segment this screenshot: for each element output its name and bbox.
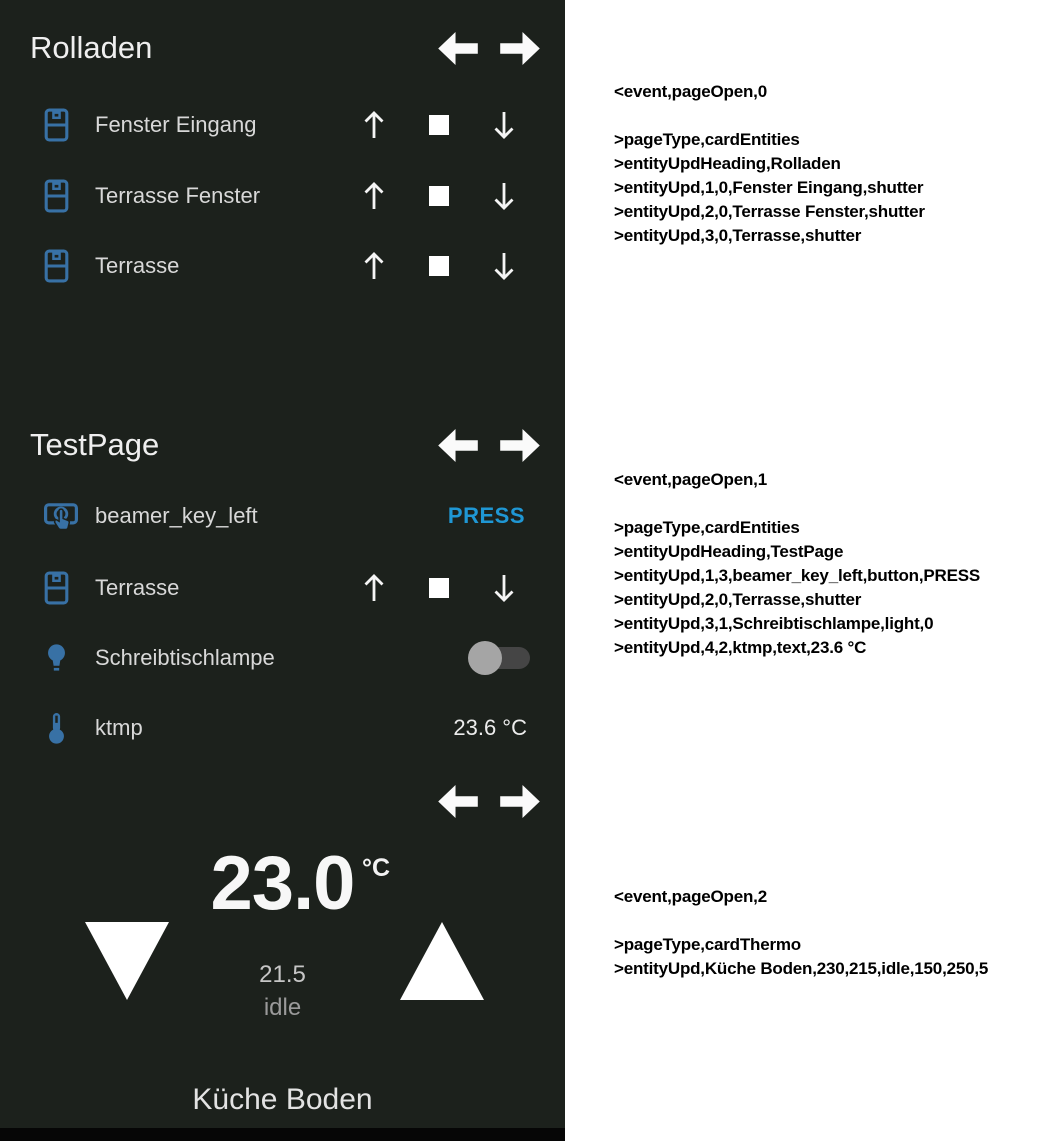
entity-label: Fenster Eingang [95,112,257,137]
lightbulb-icon [44,642,69,674]
page-prev-button[interactable] [438,785,478,818]
page-prev-button[interactable] [438,429,478,462]
page-prev-button[interactable] [438,32,478,65]
shutter-stop-button[interactable] [429,115,449,135]
window-shutter-icon [44,108,69,142]
shutter-stop-button[interactable] [429,256,449,276]
log-event-line: <event,pageOpen,0 [614,82,767,101]
press-button[interactable]: PRESS [447,503,525,528]
log-event-line: <event,pageOpen,2 [614,887,767,906]
window-shutter-icon [44,179,69,213]
log-line: >entityUpd,2,0,Terrasse,shutter [614,590,862,609]
thermometer-icon [44,711,69,745]
entity-label: Terrasse [95,253,180,278]
log-line: >entityUpd,4,2,ktmp,text,23.6 °C [614,638,867,657]
log-event-line: <event,pageOpen,1 [614,470,767,489]
shutter-down-button[interactable] [492,250,516,282]
log-line: >entityUpd,3,1,Schreibtischlampe,light,0 [614,614,934,633]
page-next-button[interactable] [500,785,540,818]
entity-label: Terrasse [95,575,180,600]
log-line: >entityUpd,Küche Boden,230,215,idle,150,250,5 [614,959,989,978]
panel-bottom-edge [0,1128,565,1141]
shutter-up-button[interactable] [362,109,386,141]
shutter-up-button[interactable] [362,572,386,604]
log-line: >entityUpd,1,3,beamer_key_left,button,PRESS [614,566,980,585]
shutter-up-button[interactable] [362,180,386,212]
entity-row-terrasse-fenster [0,172,565,220]
window-shutter-icon [44,571,69,605]
serial-log-block-page1 [614,468,980,660]
page-title: TestPage [30,427,160,462]
shutter-down-button[interactable] [492,109,516,141]
thermostat-title: Küche Boden [192,1083,373,1116]
card-rolladen-header [0,26,565,70]
page-next-button[interactable] [500,32,540,65]
card-thermo-header [0,779,565,823]
hvac-state: idle [263,994,302,1021]
shutter-down-button[interactable] [492,572,516,604]
entity-row-terrasse-2 [0,564,565,612]
window-shutter-icon [44,249,69,283]
shutter-stop-button[interactable] [429,578,449,598]
entity-row-beamer-key-left [0,492,565,540]
entity-label: beamer_key_left [95,503,258,528]
entity-label: Schreibtischlampe [95,645,275,670]
temperature-unit: °C [362,854,391,882]
page-next-button[interactable] [500,429,540,462]
temperature-value: 23.6 °C [453,715,527,740]
shutter-up-button[interactable] [362,250,386,282]
toggle-knob [468,641,502,675]
entity-row-ktmp [0,704,565,752]
log-line: >pageType,cardThermo [614,935,801,954]
log-line: >entityUpdHeading,TestPage [614,542,844,561]
entity-label: ktmp [95,715,143,740]
gesture-tap-button-icon [44,501,78,533]
entity-row-schreibtischlampe [0,634,565,682]
serial-log-block-page0 [614,80,925,248]
shutter-stop-button[interactable] [429,186,449,206]
log-line: >pageType,cardEntities [614,518,800,537]
serial-log-block-page2 [614,885,988,981]
light-toggle-switch[interactable] [468,641,530,675]
setpoint-value: 21.5 [259,961,306,988]
entity-row-terrasse [0,242,565,290]
entity-row-fenster-eingang [0,101,565,149]
log-line: >pageType,cardEntities [614,130,800,149]
log-line: >entityUpd,1,0,Fenster Eingang,shutter [614,178,924,197]
log-line: >entityUpd,2,0,Terrasse Fenster,shutter [614,202,925,221]
current-temperature-value: 23.0 [210,841,355,926]
page-title: Rolladen [30,30,153,65]
log-line: >entityUpdHeading,Rolladen [614,154,841,173]
log-line: >entityUpd,3,0,Terrasse,shutter [614,226,862,245]
current-temperature [0,840,565,927]
serial-log-column [565,0,1045,1141]
entity-label: Terrasse Fenster [95,183,261,208]
card-testpage-header [0,423,565,467]
shutter-down-button[interactable] [492,180,516,212]
